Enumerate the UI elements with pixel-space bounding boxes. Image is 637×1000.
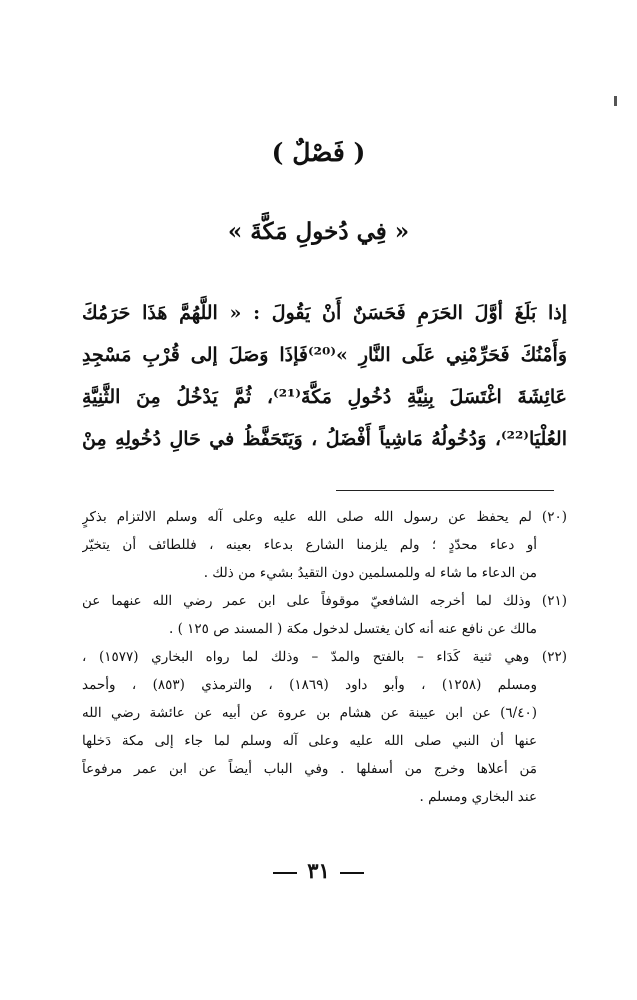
- chapter-heading: ( فَصْلٌ ): [271, 138, 366, 167]
- main-text-line: عَائِشَةَ اغْتَسَلَ بِنِيَّةِ دُخُولِ مَكَّةَ⁽²¹⁾، ثُمَّ يَدْخُلُ مِنَ الثَّنِيَّةِ: [82, 386, 567, 408]
- footnote-line: مالك عن نافع عنه أنه كان يغتسل لدخول مكة ( المسند ص ١٢٥ ) .: [169, 621, 537, 637]
- footnote-line: (٢١) وذلك لما أخرجه الشافعيّ موقوفاً على ابن عمر رضي الله عنهما عن: [82, 593, 567, 609]
- page-number-dash: [340, 872, 364, 874]
- page-number-dash: [273, 872, 297, 874]
- footnote-line: مَن أعلاها وخرج من أسفلها . وفي الباب أيضاً عن ابن عمر مرفوعاً: [82, 761, 537, 777]
- footnote-line: من الدعاء ما شاء له وللمسلمين دون التقيدُ بشيء من ذلك .: [203, 565, 537, 581]
- footnote-line: (٦/٤٠) عن ابن عيينة عن هشام بن عروة عن أبيه عن عائشة رضي الله: [82, 705, 537, 721]
- footnote-line: (٢٠) لم يحفظ عن رسول الله صلى الله عليه وعلى آله وسلم الالتزام بذكرٍ: [82, 509, 567, 525]
- footnote-line: أو دعاء محدّدٍ ؛ ولم يلزمنا الشارع بدعاء بعينه ، فللطائف أن يتخيّر: [82, 537, 537, 553]
- page-number: ٣١: [307, 858, 330, 883]
- page-number-area: [0, 858, 637, 883]
- footnotes: [82, 503, 567, 811]
- main-text-line: وَأَمْنُكَ فَحَرِّمْنِي عَلَى النَّارِ »⁽²⁰⁾فَإذَا وَصَلَ إلى قُرْبِ مَسْجِدِ: [82, 344, 567, 366]
- chapter-subheading: « فِي دُخولِ مَكَّةَ »: [227, 218, 410, 245]
- footnote-line: عنها أن النبي صلى الله عليه وعلى آله وسلم لما جاء إلى مكة دَخلها: [82, 733, 537, 749]
- main-text-line: إذا بَلَغَ أوَّلَ الحَرَمِ فَحَسَنٌ أَنْ يَقُولَ : « اللَّهُمَّ هَذَا حَرَمُكَ: [82, 302, 567, 324]
- scan-mark: [614, 96, 617, 106]
- footnote-line: ومسلم (١٢٥٨) ، وأبو داود (١٨٦٩) ، والترمذي (٨٥٣) ، وأحمد: [82, 677, 537, 693]
- main-text: [82, 292, 567, 460]
- footnote-line: (٢٢) وهي ثنية كَدَاء – بالفتح والمدّ – وذلك لما رواه البخاري (١٥٧٧) ،: [82, 649, 567, 665]
- main-text-line: العُلْيَا⁽²²⁾، وَدُخُولُهُ مَاشِياً أَفْضَلُ ، وَيَتَحَفَّظُ في حَالِ دُخُولِهِ مِنْ: [82, 428, 567, 450]
- footnote-line: عند البخاري ومسلم .: [419, 789, 537, 805]
- footnote-separator: [336, 490, 554, 491]
